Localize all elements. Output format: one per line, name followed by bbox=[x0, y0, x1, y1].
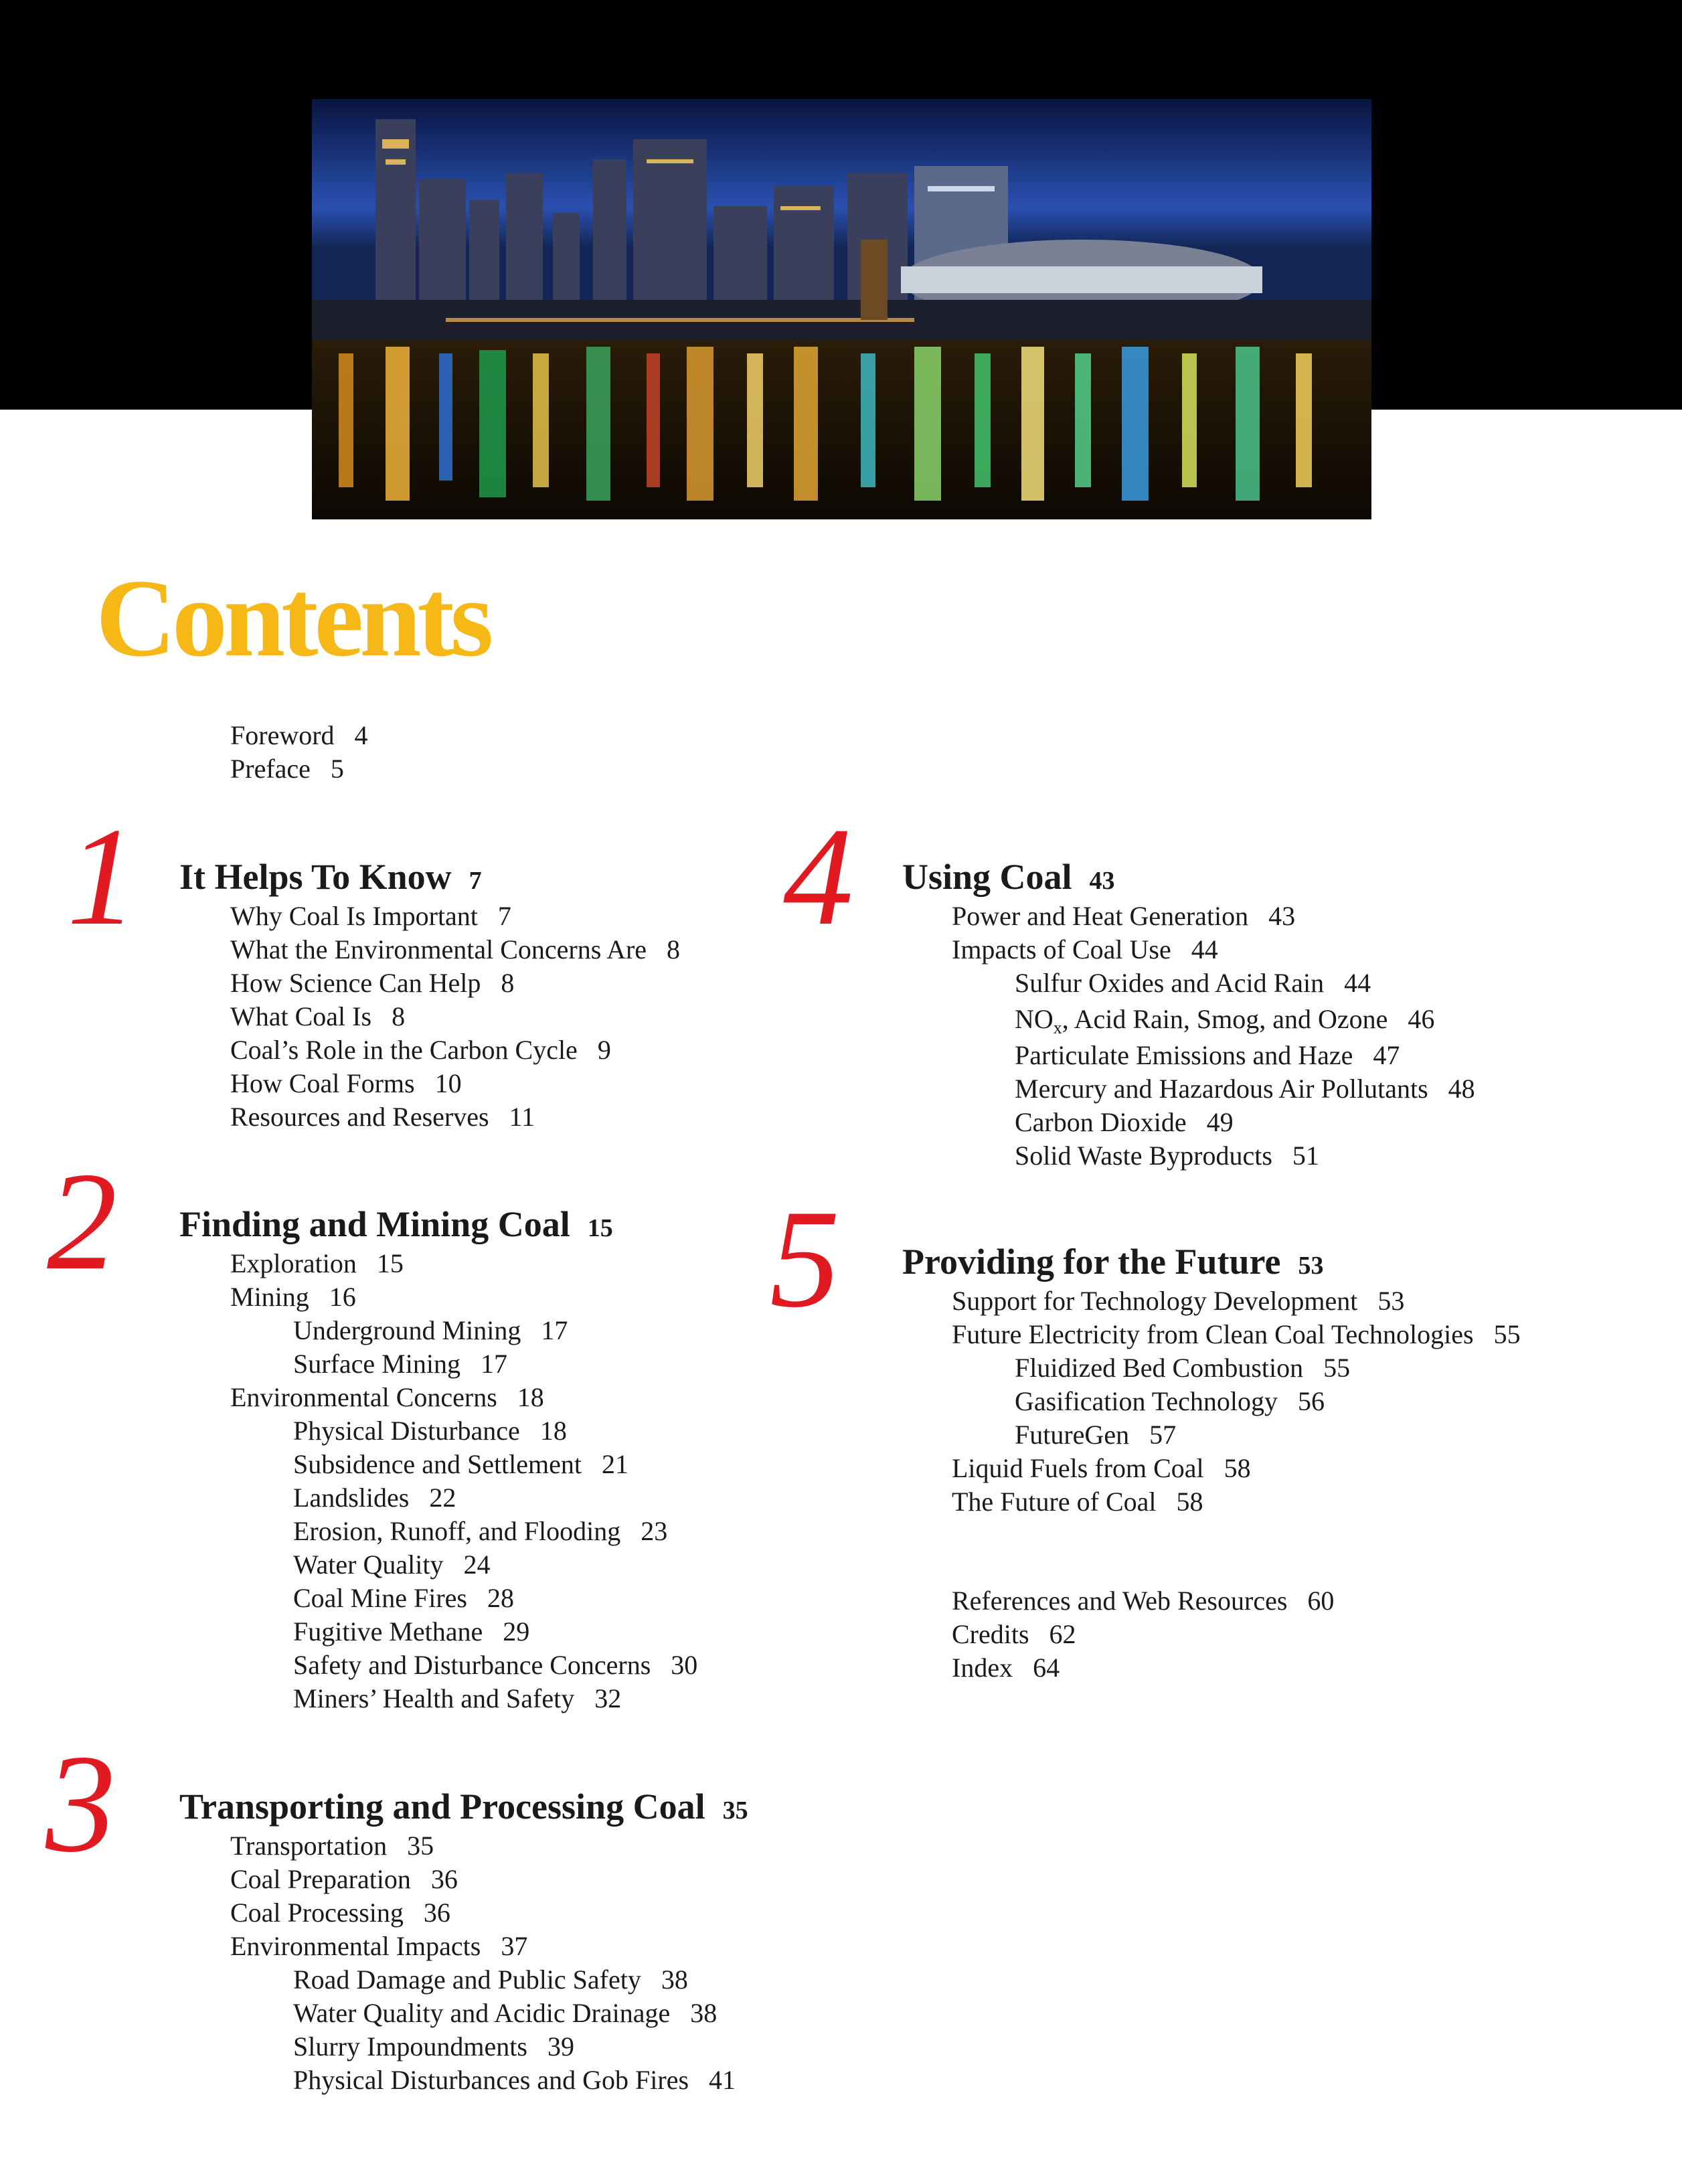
front-matter bbox=[230, 719, 368, 786]
entry-page: 7 bbox=[497, 901, 511, 931]
entry-page: 18 bbox=[517, 1382, 544, 1412]
toc-entry[interactable] bbox=[230, 1682, 697, 1715]
entry-page: 41 bbox=[709, 2065, 736, 2095]
entry-title: Surface Mining bbox=[293, 1349, 460, 1379]
toc-entry[interactable] bbox=[952, 1618, 1334, 1651]
chapter-entries bbox=[952, 900, 1475, 1173]
page-title: Contents bbox=[96, 556, 490, 679]
toc-entry[interactable] bbox=[230, 1347, 697, 1381]
entry-page: 64 bbox=[1033, 1653, 1060, 1683]
entry-title: Transportation bbox=[230, 1831, 388, 1861]
toc-entry[interactable] bbox=[230, 1100, 680, 1134]
entry-page: 11 bbox=[509, 1102, 535, 1132]
chapter-entries bbox=[230, 1247, 697, 1715]
entry-title: Coal Mine Fires bbox=[293, 1583, 467, 1613]
toc-entry[interactable] bbox=[952, 1351, 1521, 1385]
toc-entry[interactable] bbox=[952, 1385, 1521, 1418]
toc-entry[interactable] bbox=[952, 1000, 1475, 1039]
entry-title: Subsidence and Settlement bbox=[293, 1449, 582, 1479]
chapter-title-text: Using Coal bbox=[902, 857, 1072, 897]
chapter-number: 3 bbox=[46, 1726, 116, 1881]
entry-title: Solid Waste Byproducts bbox=[1015, 1141, 1272, 1171]
entry-title: Environmental Concerns bbox=[230, 1382, 497, 1412]
toc-entry[interactable] bbox=[952, 1284, 1521, 1318]
entry-page: 23 bbox=[641, 1516, 668, 1546]
entry-title: Coal’s Role in the Carbon Cycle bbox=[230, 1035, 578, 1065]
entry-title: Coal Preparation bbox=[230, 1864, 411, 1894]
chapter-entries bbox=[230, 900, 680, 1134]
entry-page: 18 bbox=[539, 1416, 567, 1446]
toc-entry[interactable] bbox=[952, 1651, 1334, 1685]
chapter-number: 5 bbox=[770, 1181, 840, 1337]
entry-page: 24 bbox=[463, 1549, 491, 1580]
toc-entry[interactable] bbox=[230, 1381, 697, 1414]
entry-title: Physical Disturbances and Gob Fires bbox=[293, 2065, 689, 2095]
entry-title: NO bbox=[1015, 1004, 1054, 1034]
entry-title: Mining bbox=[230, 1282, 309, 1312]
entry-title: Credits bbox=[952, 1619, 1029, 1649]
toc-entry[interactable] bbox=[230, 752, 368, 786]
entry-title: Particulate Emissions and Haze bbox=[1015, 1040, 1353, 1070]
entry-title: What the Environmental Concerns Are bbox=[230, 934, 647, 964]
toc-entry[interactable] bbox=[230, 1314, 697, 1347]
entry-title: Landslides bbox=[293, 1483, 410, 1513]
entry-page: 51 bbox=[1292, 1141, 1319, 1171]
entry-title: Carbon Dioxide bbox=[1015, 1107, 1187, 1137]
toc-entry[interactable] bbox=[230, 2064, 736, 2097]
entry-page: 32 bbox=[594, 1683, 622, 1713]
entry-title: Preface bbox=[230, 754, 311, 784]
toc-entry[interactable] bbox=[230, 719, 368, 752]
entry-page: 8 bbox=[392, 1001, 406, 1031]
entry-title: Erosion, Runoff, and Flooding bbox=[293, 1516, 621, 1546]
entry-page: 4 bbox=[354, 720, 368, 750]
entry-title: Water Quality and Acidic Drainage bbox=[293, 1998, 671, 2028]
entry-title: Coal Processing bbox=[230, 1898, 404, 1928]
entry-title: Fugitive Methane bbox=[293, 1616, 483, 1647]
entry-page: 39 bbox=[547, 2031, 574, 2062]
entry-title: How Science Can Help bbox=[230, 968, 481, 998]
toc-entry[interactable] bbox=[230, 1963, 736, 1997]
entry-page: 58 bbox=[1176, 1487, 1203, 1517]
toc-entry[interactable] bbox=[230, 1615, 697, 1649]
toc-entry[interactable] bbox=[230, 1582, 697, 1615]
entry-title: Sulfur Oxides and Acid Rain bbox=[1015, 968, 1325, 998]
chapter-page: 35 bbox=[722, 1796, 748, 1825]
entry-page: 38 bbox=[690, 1998, 718, 2028]
chapter-page: 15 bbox=[587, 1214, 613, 1242]
entry-title: Safety and Disturbance Concerns bbox=[293, 1650, 651, 1680]
entry-title: Miners’ Health and Safety bbox=[293, 1683, 575, 1713]
entry-page: 56 bbox=[1298, 1386, 1325, 1416]
entry-page: 9 bbox=[597, 1035, 611, 1065]
entry-page: 55 bbox=[1493, 1319, 1521, 1349]
toc-entry[interactable] bbox=[230, 1448, 697, 1481]
chapter-title-text: Finding and Mining Coal bbox=[179, 1204, 570, 1244]
toc-entry[interactable] bbox=[230, 1033, 680, 1067]
toc-entry[interactable] bbox=[230, 2030, 736, 2064]
entry-page: 48 bbox=[1448, 1074, 1475, 1104]
toc-entry[interactable] bbox=[230, 1649, 697, 1682]
entry-title: How Coal Forms bbox=[230, 1068, 415, 1098]
chapter-page: 7 bbox=[469, 867, 482, 895]
entry-page: 37 bbox=[501, 1931, 528, 1961]
toc-entry[interactable] bbox=[230, 900, 680, 933]
entry-title: Resources and Reserves bbox=[230, 1102, 489, 1132]
entry-title: Why Coal Is Important bbox=[230, 901, 478, 931]
entry-title: Underground Mining bbox=[293, 1315, 521, 1345]
toc-entry[interactable] bbox=[230, 1863, 736, 1896]
skyline-illustration bbox=[312, 99, 1371, 519]
chapter-title[interactable] bbox=[179, 859, 482, 895]
entry-page: 35 bbox=[407, 1831, 434, 1861]
chapter-entries bbox=[230, 1829, 736, 2097]
toc-entry[interactable] bbox=[952, 933, 1475, 967]
entry-page: 57 bbox=[1149, 1420, 1177, 1450]
entry-title-rest: , Acid Rain, Smog, and Ozone bbox=[1062, 1004, 1388, 1034]
entry-page: 36 bbox=[423, 1898, 450, 1928]
entry-page: 15 bbox=[376, 1248, 404, 1278]
back-matter bbox=[952, 1584, 1334, 1685]
entry-subscript: x bbox=[1053, 1018, 1062, 1037]
entry-page: 36 bbox=[430, 1864, 458, 1894]
chapter-title[interactable] bbox=[902, 859, 1115, 895]
chapter-title-text: It Helps To Know bbox=[179, 857, 452, 897]
entry-title: Physical Disturbance bbox=[293, 1416, 520, 1446]
chapter-title[interactable] bbox=[902, 1244, 1324, 1280]
entry-page: 43 bbox=[1268, 901, 1296, 931]
entry-title: Water Quality bbox=[293, 1549, 444, 1580]
toc-entry[interactable] bbox=[952, 967, 1475, 1000]
entry-title: What Coal Is bbox=[230, 1001, 372, 1031]
entry-title: Index bbox=[952, 1653, 1013, 1683]
entry-page: 38 bbox=[661, 1964, 688, 1995]
toc-entry[interactable] bbox=[230, 1247, 697, 1280]
toc-entry[interactable] bbox=[230, 933, 680, 967]
entry-title: Mercury and Hazardous Air Pollutants bbox=[1015, 1074, 1428, 1104]
entry-title: References and Web Resources bbox=[952, 1586, 1288, 1616]
toc-entry[interactable] bbox=[230, 1997, 736, 2030]
toc-entry[interactable] bbox=[952, 1039, 1475, 1072]
toc-entry[interactable] bbox=[952, 900, 1475, 933]
chapter-title[interactable] bbox=[179, 1788, 748, 1825]
chapter-page: 53 bbox=[1298, 1252, 1324, 1280]
entry-page: 62 bbox=[1049, 1619, 1076, 1649]
entry-page: 5 bbox=[330, 754, 344, 784]
entry-page: 8 bbox=[501, 968, 515, 998]
entry-title: Fluidized Bed Combustion bbox=[1015, 1353, 1304, 1383]
entry-title: Power and Heat Generation bbox=[952, 901, 1249, 931]
toc-entry[interactable] bbox=[952, 1139, 1475, 1173]
entry-page: 58 bbox=[1224, 1453, 1251, 1483]
toc-entry[interactable] bbox=[952, 1106, 1475, 1139]
chapter-number: 4 bbox=[783, 799, 853, 954]
entry-title: Support for Technology Development bbox=[952, 1286, 1358, 1316]
entry-title: FutureGen bbox=[1015, 1420, 1130, 1450]
toc-entry[interactable] bbox=[230, 1000, 680, 1033]
toc-entry[interactable] bbox=[952, 1418, 1521, 1452]
toc-entry[interactable] bbox=[230, 1515, 697, 1548]
toc-entry[interactable] bbox=[230, 1067, 680, 1100]
toc-entry[interactable] bbox=[230, 967, 680, 1000]
toc-entry[interactable] bbox=[230, 1414, 697, 1448]
entry-page: 53 bbox=[1377, 1286, 1405, 1316]
entry-page: 17 bbox=[480, 1349, 507, 1379]
entry-title: Road Damage and Public Safety bbox=[293, 1964, 641, 1995]
toc-entry[interactable] bbox=[230, 1930, 736, 1963]
entry-page: 28 bbox=[487, 1583, 514, 1613]
entry-page: 46 bbox=[1408, 1004, 1435, 1034]
toc-entry[interactable] bbox=[230, 1829, 736, 1863]
entry-page: 49 bbox=[1206, 1107, 1234, 1137]
entry-page: 44 bbox=[1344, 968, 1371, 998]
entry-title: Impacts of Coal Use bbox=[952, 934, 1171, 964]
chapter-number: 1 bbox=[67, 799, 137, 954]
toc-entry[interactable] bbox=[952, 1072, 1475, 1106]
entry-title: Liquid Fuels from Coal bbox=[952, 1453, 1204, 1483]
entry-page: 21 bbox=[602, 1449, 629, 1479]
entry-page: 22 bbox=[429, 1483, 456, 1513]
toc-entry[interactable] bbox=[230, 1280, 697, 1314]
toc-entry[interactable] bbox=[230, 1896, 736, 1930]
entry-title: Environmental Impacts bbox=[230, 1931, 481, 1961]
toc-entry[interactable] bbox=[952, 1485, 1521, 1519]
toc-entry[interactable] bbox=[952, 1584, 1334, 1618]
entry-page: 10 bbox=[434, 1068, 462, 1098]
chapter-entries bbox=[952, 1284, 1521, 1519]
entry-page: 47 bbox=[1373, 1040, 1400, 1070]
chapter-number: 2 bbox=[47, 1144, 117, 1299]
entry-page: 55 bbox=[1323, 1353, 1351, 1383]
entry-title: Gasification Technology bbox=[1015, 1386, 1278, 1416]
entry-page: 17 bbox=[541, 1315, 568, 1345]
entry-title: Future Electricity from Clean Coal Technologies bbox=[952, 1319, 1474, 1349]
chapter-title[interactable] bbox=[179, 1206, 613, 1242]
entry-page: 16 bbox=[329, 1282, 356, 1312]
entry-page: 29 bbox=[503, 1616, 530, 1647]
entry-page: 8 bbox=[667, 934, 681, 964]
chapter-title-text: Transporting and Processing Coal bbox=[179, 1786, 705, 1827]
entry-page: 44 bbox=[1191, 934, 1218, 964]
chapter-page: 43 bbox=[1089, 867, 1115, 895]
entry-title: Slurry Impoundments bbox=[293, 2031, 527, 2062]
toc-entry[interactable] bbox=[230, 1548, 697, 1582]
entry-title: Exploration bbox=[230, 1248, 357, 1278]
entry-page: 30 bbox=[671, 1650, 698, 1680]
chapter-title-text: Providing for the Future bbox=[902, 1242, 1281, 1282]
entry-title: Foreword bbox=[230, 720, 335, 750]
city-skyline-photo bbox=[312, 99, 1371, 519]
toc-entry[interactable] bbox=[952, 1318, 1521, 1351]
toc-entry[interactable] bbox=[952, 1452, 1521, 1485]
entry-title: The Future of Coal bbox=[952, 1487, 1157, 1517]
toc-entry[interactable] bbox=[230, 1481, 697, 1515]
entry-page: 60 bbox=[1307, 1586, 1335, 1616]
